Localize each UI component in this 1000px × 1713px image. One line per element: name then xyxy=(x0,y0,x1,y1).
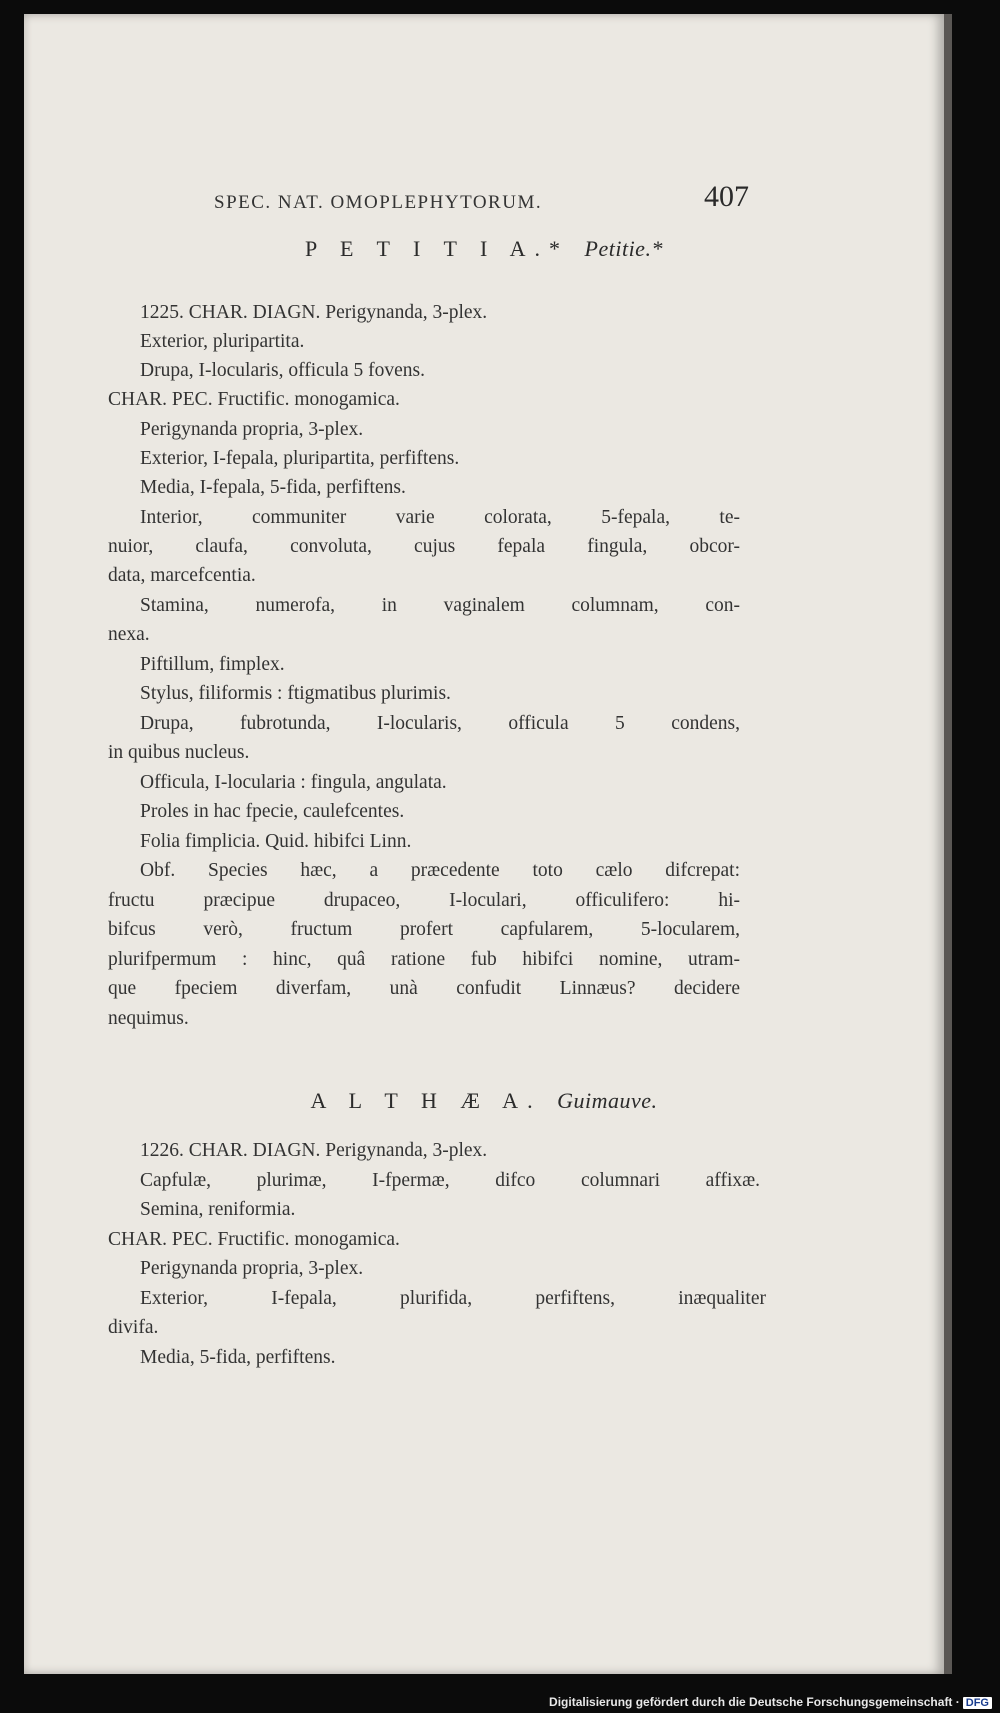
text-line: bifcus verò, fructum profert capfularem, 5-locularem, xyxy=(108,919,740,940)
page-edge xyxy=(944,14,952,1674)
text-line: divifa. xyxy=(108,1317,159,1338)
genus-vernacular: Petitie.* xyxy=(584,236,663,261)
text-line: plurifpermum : hinc, quâ ratione fub hibifci nomine, utram- xyxy=(108,949,740,970)
genus-heading-petitia xyxy=(24,236,944,262)
text-line: data, marcefcentia. xyxy=(108,565,256,586)
text-line: Media, 5-fida, perfiftens. xyxy=(140,1347,336,1368)
genus-heading-althaea xyxy=(24,1088,944,1114)
text-line: Stylus, filiformis : ftigmatibus plurimis. xyxy=(140,683,451,704)
digitization-credit xyxy=(549,1695,992,1709)
text-line: nuior, claufa, convoluta, cujus fepala fingula, obcor- xyxy=(108,536,740,557)
genus-name: P E T I T I A.* xyxy=(305,236,570,261)
text-line: 1225. CHAR. DIAGN. Perigynanda, 3-plex. xyxy=(140,302,488,323)
text-line: Folia fimplicia. Quid. hibifci Linn. xyxy=(140,831,412,852)
text-line: Drupa, I-locularis, officula 5 fovens. xyxy=(140,360,426,381)
text-line: Perigynanda propria, 3-plex. xyxy=(140,419,364,440)
text-line: in quibus nucleus. xyxy=(108,742,250,763)
running-head: SPEC. NAT. OMOPLEPHYTORUM. xyxy=(214,192,543,213)
text-line: Capfulæ, plurimæ, I-fpermæ, difco columnari affixæ. xyxy=(140,1170,760,1191)
text-line: Officula, I-locularia : fingula, angulata. xyxy=(140,772,447,793)
text-line: nexa. xyxy=(108,624,150,645)
genus-vernacular: Guimauve. xyxy=(557,1088,658,1113)
text-line: Obf. Species hæc, a præcedente toto cælo difcrepat: xyxy=(140,860,740,881)
text-line: Exterior, I-fepala, plurifida, perfiftens, inæqualiter xyxy=(140,1288,766,1309)
text-line: Interior, communiter varie colorata, 5-fepala, te- xyxy=(140,507,740,528)
text-line: Exterior, pluripartita. xyxy=(140,331,305,352)
credit-text: Digitalisierung gefördert durch die Deutsche Forschungsgemeinschaft · xyxy=(549,1695,960,1709)
text-line: Stamina, numerofa, in vaginalem columnam, con- xyxy=(140,595,740,616)
text-line: nequimus. xyxy=(108,1008,189,1029)
text-line: Piftillum, fimplex. xyxy=(140,654,285,675)
text-line: Drupa, fubrotunda, I-locularis, officula 5 condens, xyxy=(140,713,740,734)
book-page xyxy=(24,14,944,1674)
text-line: CHAR. PEC. Fructific. monogamica. xyxy=(108,1229,400,1250)
page-number: 407 xyxy=(704,180,749,213)
dfg-logo: DFG xyxy=(963,1697,992,1709)
text-line: Semina, reniformia. xyxy=(140,1199,296,1220)
genus-name: A L T H Æ A. xyxy=(310,1088,542,1113)
text-line: fructu præcipue drupaceo, I-loculari, officulifero: hi- xyxy=(108,890,740,911)
text-line: que fpeciem diverfam, unà confudit Linnæus? decidere xyxy=(108,978,740,999)
text-line: Perigynanda propria, 3-plex. xyxy=(140,1258,364,1279)
text-line: Media, I-fepala, 5-fida, perfiftens. xyxy=(140,477,406,498)
text-line: CHAR. PEC. Fructific. monogamica. xyxy=(108,389,400,410)
text-line: 1226. CHAR. DIAGN. Perigynanda, 3-plex. xyxy=(140,1140,488,1161)
text-line: Proles in hac fpecie, caulefcentes. xyxy=(140,801,405,822)
text-line: Exterior, I-fepala, pluripartita, perfiftens. xyxy=(140,448,460,469)
